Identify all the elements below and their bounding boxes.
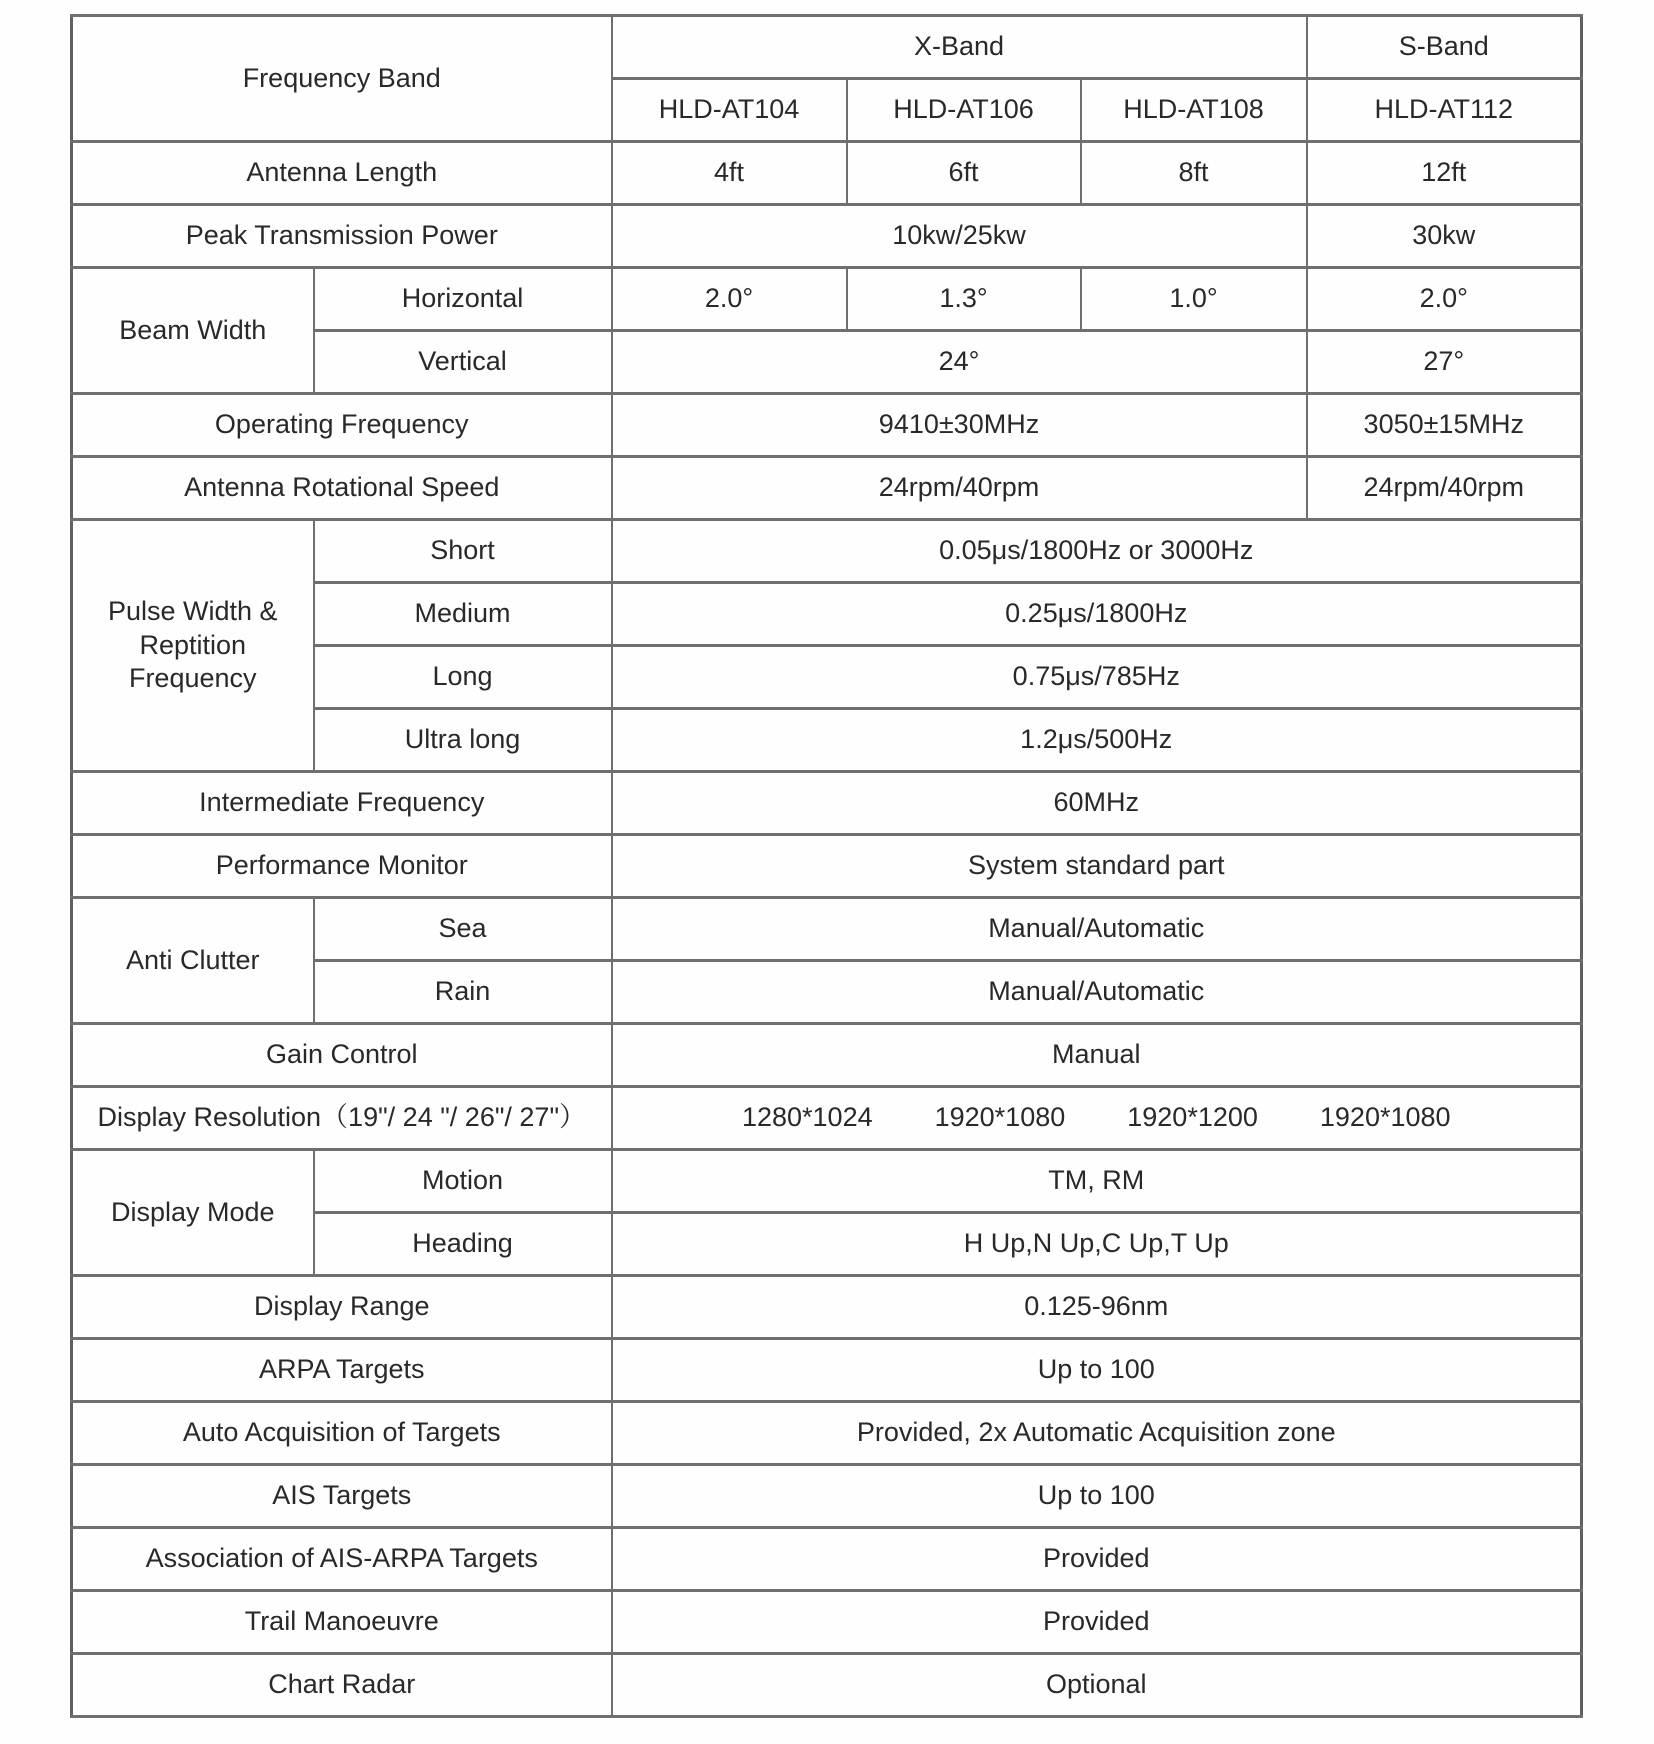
model-hld-at108: HLD-AT108: [1081, 79, 1307, 142]
anti-clutter-sea-value: Manual/Automatic: [612, 898, 1582, 961]
row-pulse-short: [72, 520, 1582, 583]
chart-radar-label: Chart Radar: [72, 1654, 612, 1717]
trail-manoeuvre-value: Provided: [612, 1591, 1582, 1654]
row-anti-clutter-sea: [72, 898, 1582, 961]
row-ais-arpa-association: [72, 1528, 1582, 1591]
row-display-mode-motion: [72, 1150, 1582, 1213]
row-operating-frequency: [72, 394, 1582, 457]
display-resolution-values: [612, 1087, 1582, 1150]
antenna-length-at112: 12ft: [1307, 142, 1582, 205]
display-mode-heading-value: H Up,N Up,C Up,T Up: [612, 1213, 1582, 1276]
display-mode-heading-label: Heading: [314, 1213, 612, 1276]
ais-targets-value: Up to 100: [612, 1465, 1582, 1528]
display-resolution-at106: 1920*1080: [934, 1102, 1066, 1133]
s-band-header: S-Band: [1307, 16, 1582, 79]
rotational-speed-label: Antenna Rotational Speed: [72, 457, 612, 520]
row-beam-width-horizontal: [72, 268, 1582, 331]
anti-clutter-label: Anti Clutter: [72, 898, 314, 1024]
display-range-value: 0.125-96nm: [612, 1276, 1582, 1339]
display-resolution-at104: 1280*1024: [741, 1102, 873, 1133]
beam-width-horizontal-at106: 1.3°: [847, 268, 1081, 331]
display-resolution-at108: 1920*1200: [1127, 1102, 1258, 1133]
operating-frequency-x-band: 9410±30MHz: [612, 394, 1307, 457]
rotational-speed-s-band: 24rpm/40rpm: [1307, 457, 1582, 520]
pulse-ultra-long-label: Ultra long: [314, 709, 612, 772]
auto-acquisition-label: Auto Acquisition of Targets: [72, 1402, 612, 1465]
operating-frequency-label: Operating Frequency: [72, 394, 612, 457]
gain-control-label: Gain Control: [72, 1024, 612, 1087]
ais-arpa-association-value: Provided: [612, 1528, 1582, 1591]
antenna-length-label: Antenna Length: [72, 142, 612, 205]
beam-width-horizontal-label: Horizontal: [314, 268, 612, 331]
model-hld-at104: HLD-AT104: [612, 79, 847, 142]
row-trail-manoeuvre: [72, 1591, 1582, 1654]
rotational-speed-x-band: 24rpm/40rpm: [612, 457, 1307, 520]
row-performance-monitor: [72, 835, 1582, 898]
pulse-long-value: 0.75μs/785Hz: [612, 646, 1582, 709]
row-peak-power: [72, 205, 1582, 268]
intermediate-frequency-label: Intermediate Frequency: [72, 772, 612, 835]
model-hld-at106: HLD-AT106: [847, 79, 1081, 142]
antenna-length-at104: 4ft: [612, 142, 847, 205]
row-rotational-speed: [72, 457, 1582, 520]
beam-width-horizontal-at108: 1.0°: [1081, 268, 1307, 331]
anti-clutter-rain-value: Manual/Automatic: [612, 961, 1582, 1024]
display-range-label: Display Range: [72, 1276, 612, 1339]
beam-width-horizontal-at104: 2.0°: [612, 268, 847, 331]
row-display-resolution: [72, 1087, 1582, 1150]
model-hld-at112: HLD-AT112: [1307, 79, 1582, 142]
x-band-header: X-Band: [612, 16, 1307, 79]
beam-width-label: Beam Width: [72, 268, 314, 394]
row-intermediate-frequency: [72, 772, 1582, 835]
row-antenna-length: [72, 142, 1582, 205]
frequency-band-label: Frequency Band: [72, 16, 612, 142]
antenna-length-at106: 6ft: [847, 142, 1081, 205]
row-auto-acquisition: [72, 1402, 1582, 1465]
display-resolution-at112: 1920*1080: [1319, 1102, 1451, 1133]
operating-frequency-s-band: 3050±15MHz: [1307, 394, 1582, 457]
row-ais-targets: [72, 1465, 1582, 1528]
intermediate-frequency-value: 60MHz: [612, 772, 1582, 835]
anti-clutter-rain-label: Rain: [314, 961, 612, 1024]
trail-manoeuvre-label: Trail Manoeuvre: [72, 1591, 612, 1654]
arpa-targets-value: Up to 100: [612, 1339, 1582, 1402]
pulse-short-label: Short: [314, 520, 612, 583]
pulse-long-label: Long: [314, 646, 612, 709]
pulse-label: Pulse Width & Reptition Frequency: [72, 520, 314, 772]
pulse-short-value: 0.05μs/1800Hz or 3000Hz: [612, 520, 1582, 583]
beam-width-horizontal-at112: 2.0°: [1307, 268, 1582, 331]
row-frequency-band: [72, 16, 1582, 79]
display-resolution-value-list: [619, 1101, 1575, 1135]
performance-monitor-value: System standard part: [612, 835, 1582, 898]
ais-arpa-association-label: Association of AIS-ARPA Targets: [72, 1528, 612, 1591]
row-gain-control: [72, 1024, 1582, 1087]
chart-radar-value: Optional: [612, 1654, 1582, 1717]
display-mode-motion-value: TM, RM: [612, 1150, 1582, 1213]
beam-width-vertical-label: Vertical: [314, 331, 612, 394]
gain-control-value: Manual: [612, 1024, 1582, 1087]
row-chart-radar: [72, 1654, 1582, 1717]
anti-clutter-sea-label: Sea: [314, 898, 612, 961]
arpa-targets-label: ARPA Targets: [72, 1339, 612, 1402]
pulse-medium-label: Medium: [314, 583, 612, 646]
beam-width-vertical-s-band: 27°: [1307, 331, 1582, 394]
row-display-range: [72, 1276, 1582, 1339]
antenna-length-at108: 8ft: [1081, 142, 1307, 205]
peak-power-label: Peak Transmission Power: [72, 205, 612, 268]
pulse-ultra-long-value: 1.2μs/500Hz: [612, 709, 1582, 772]
beam-width-vertical-x-band: 24°: [612, 331, 1307, 394]
display-mode-label: Display Mode: [72, 1150, 314, 1276]
radar-spec-table: [70, 14, 1583, 1718]
peak-power-s-band: 30kw: [1307, 205, 1582, 268]
auto-acquisition-value: Provided, 2x Automatic Acquisition zone: [612, 1402, 1582, 1465]
performance-monitor-label: Performance Monitor: [72, 835, 612, 898]
pulse-medium-value: 0.25μs/1800Hz: [612, 583, 1582, 646]
display-mode-motion-label: Motion: [314, 1150, 612, 1213]
ais-targets-label: AIS Targets: [72, 1465, 612, 1528]
peak-power-x-band: 10kw/25kw: [612, 205, 1307, 268]
row-arpa-targets: [72, 1339, 1582, 1402]
display-resolution-label: Display Resolution（19"/ 24 "/ 26"/ 27"）: [72, 1087, 612, 1150]
